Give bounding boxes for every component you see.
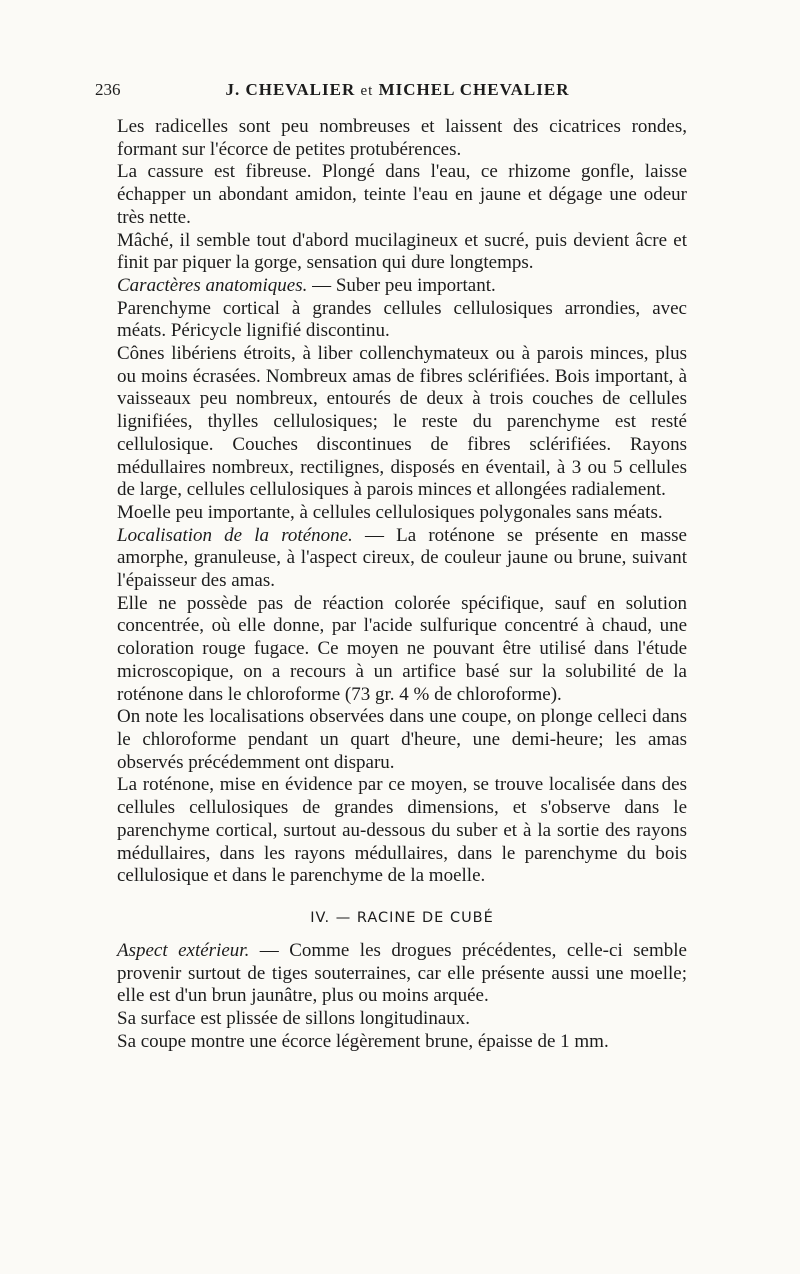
author-name-1: J. CHEVALIER <box>225 80 356 99</box>
paragraph: Mâché, il semble tout d'abord mucilagineux et sucré, puis devient âcre et finit par piquer la gorge, sensation qui dure longtemps. <box>117 229 687 274</box>
paragraph: Parenchyme cortical à grandes cellules cellulosiques arrondies, avec méats. Péricycle lignifié discontinu. <box>117 297 687 342</box>
author-name-2: MICHEL CHEVALIER <box>378 80 570 99</box>
paragraph: Elle ne possède pas de réaction colorée spécifique, sauf en solution concentrée, où elle donne, par l'acide sulfurique concentré à chaud, une coloration rouge fugace. Ce moyen ne pouvant être utilisé dans l'étude microscopique, on a recours à un artifice basé sur la solubilité de la roténone dans le chloroforme (73 gr. 4 % de chloroforme). <box>117 592 687 705</box>
paragraph: On note les localisations observées dans une coupe, on plonge celleci dans le chloroforme pendant un quart d'heure, une demi-heure; les amas observés précédemment ont disparu. <box>117 706 687 773</box>
running-header <box>95 80 700 104</box>
paragraph: Moelle peu importante, à cellules cellulosiques polygonales sans méats. <box>117 501 663 523</box>
paragraph: Aspect extérieur. — Comme les drogues précédentes, celle-ci semble provenir surtout de tiges souterraines, car elle présente aussi une moelle; elle est d'un brun jaunâtre, plus ou moins arquée. <box>117 939 687 1007</box>
paragraph: Caractères anatomiques. — Suber peu important. <box>117 274 496 296</box>
author-conjunction: et <box>360 83 374 99</box>
page-number: 236 <box>95 80 121 99</box>
paragraph: Les radicelles sont peu nombreuses et laissent des cicatrices rondes, formant sur l'écorce de petites protubérences. <box>117 116 687 160</box>
paragraph: La roténone, mise en évidence par ce moyen, se trouve localisée dans des cellules cellulosiques de grandes dimensions, et s'observe dans le parenchyme cortical, surtout au-dessous du suber et à la sortie des rayons médullaires, dans les rayons médullaires, dans le parenchyme du bois cellulosique et dans le parenchyme de la moelle. <box>117 774 687 887</box>
paragraph: Sa coupe montre une écorce légèrement brune, épaisse de 1 mm. <box>117 1030 609 1052</box>
paragraph: Sa surface est plissée de sillons longitudinaux. <box>117 1008 471 1030</box>
paragraph: La cassure est fibreuse. Plongé dans l'eau, ce rhizome gonfle, laisse échapper un abondant amidon, teinte l'eau en jaune et dégage une odeur très nette. <box>117 161 687 228</box>
paragraph-lead-italic: Caractères anatomiques. <box>117 274 308 296</box>
paragraph: Cônes libériens étroits, à liber collenchymateux ou à parois minces, plus ou moins écrasées. Nombreux amas de fibres sclérifiées. Bois important, à vaisseaux peu nombreux, entourés de deux à trois couches de cellules lignifiées, thylles cellulosiques; le reste du parenchyme est resté cellulosique. Couches discontinues de fibres sclérifiées. Rayons médullaires nombreux, rectilignes, disposés en éventail, à 3 ou 5 cellules de large, cellules cellulosiques à parois minces et allongées radialement. <box>117 343 687 501</box>
paragraph-lead-italic: Aspect extérieur. <box>117 939 250 961</box>
body-text <box>117 116 687 1053</box>
running-title <box>95 80 700 100</box>
paragraph: Localisation de la roténone. — La roténone se présente en masse amorphe, granuleuse, à l'aspect cireux, de couleur jaune ou brune, suivant l'épaisseur des amas. <box>117 524 687 592</box>
paragraph-lead-italic: Localisation de la roténone. <box>117 524 353 546</box>
section-heading: IV. — RACINE DE CUBÉ <box>310 909 494 926</box>
